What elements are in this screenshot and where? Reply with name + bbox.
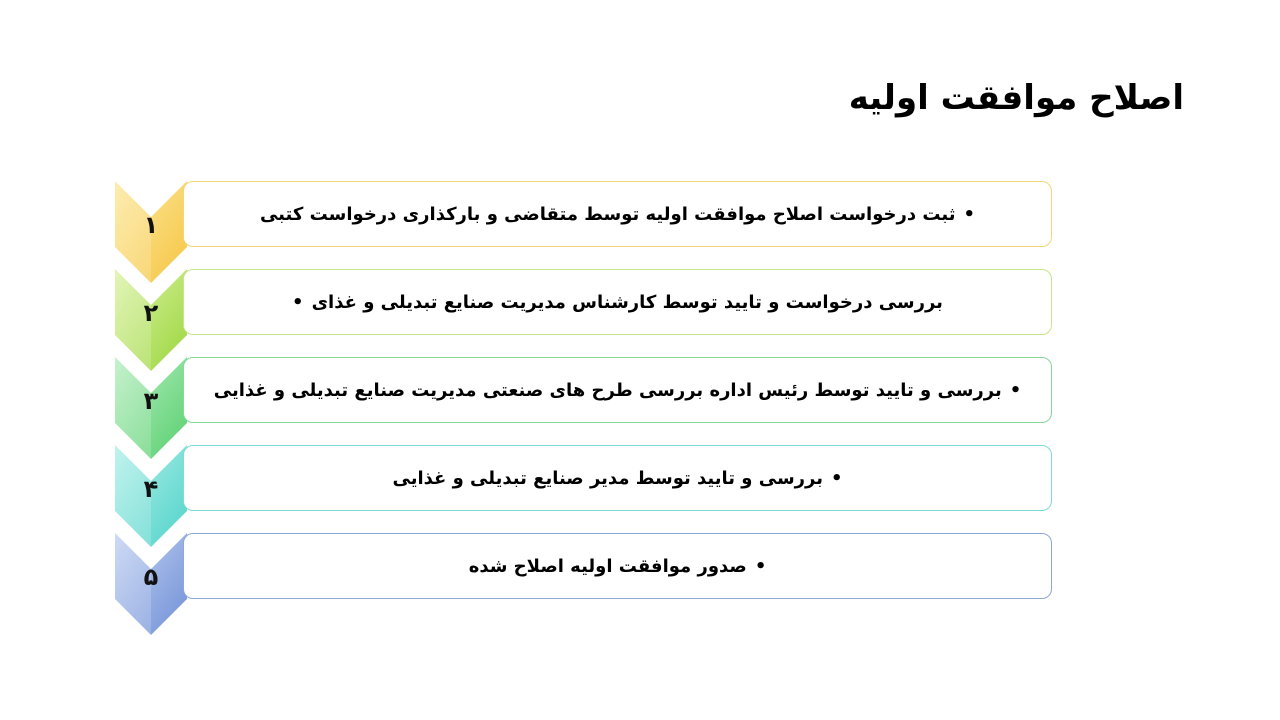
step-2-chevron	[115, 269, 187, 371]
step-1-box	[183, 181, 1052, 247]
step-2-text: بررسی درخواست و تایید توسط کارشناس مدیریت صنایع تبدیلی و غذای	[311, 291, 943, 313]
step-5-number: ۵	[143, 563, 159, 591]
step-3-chevron	[115, 357, 187, 459]
step-2-number: ۲	[143, 299, 159, 327]
step-4-chevron	[115, 445, 187, 547]
step-2-bullet: •	[292, 291, 304, 313]
step-5-text-wrap	[469, 556, 767, 577]
step-1-chevron	[115, 181, 187, 283]
slide-title: اصلاح موافقت اولیه	[848, 78, 1184, 118]
step-4-text: بررسی و تایید توسط مدیر صنایع تبدیلی و غذایی	[392, 467, 823, 489]
step-3-bullet: •	[1009, 379, 1022, 401]
step-4-number: ۴	[143, 475, 159, 503]
step-3-text: بررسی و تایید توسط رئیس اداره بررسی طرح های صنعتی مدیریت صنایع تبدیلی و غذایی	[213, 379, 1002, 401]
step-5-text: صدور موافقت اولیه اصلاح شده	[468, 555, 747, 577]
step-3-text-wrap	[214, 380, 1021, 401]
step-5-bullet: •	[754, 555, 767, 577]
step-4-bullet: •	[831, 467, 843, 489]
step-4-text-wrap	[393, 468, 843, 489]
step-1-bullet: •	[963, 203, 976, 225]
step-1-number: ۱	[143, 211, 159, 239]
step-2-text-wrap	[292, 292, 943, 313]
step-5-box	[183, 533, 1052, 599]
step-2-box	[183, 269, 1052, 335]
step-4-box	[183, 445, 1052, 511]
step-1-text: ثبت درخواست اصلاح موافقت اولیه توسط متقاضی و بارکذاری درخواست کتبی	[259, 203, 956, 225]
step-1-text-wrap	[260, 204, 975, 225]
step-3-number: ۳	[143, 387, 159, 415]
step-3-box	[183, 357, 1052, 423]
step-5-chevron	[115, 533, 187, 635]
